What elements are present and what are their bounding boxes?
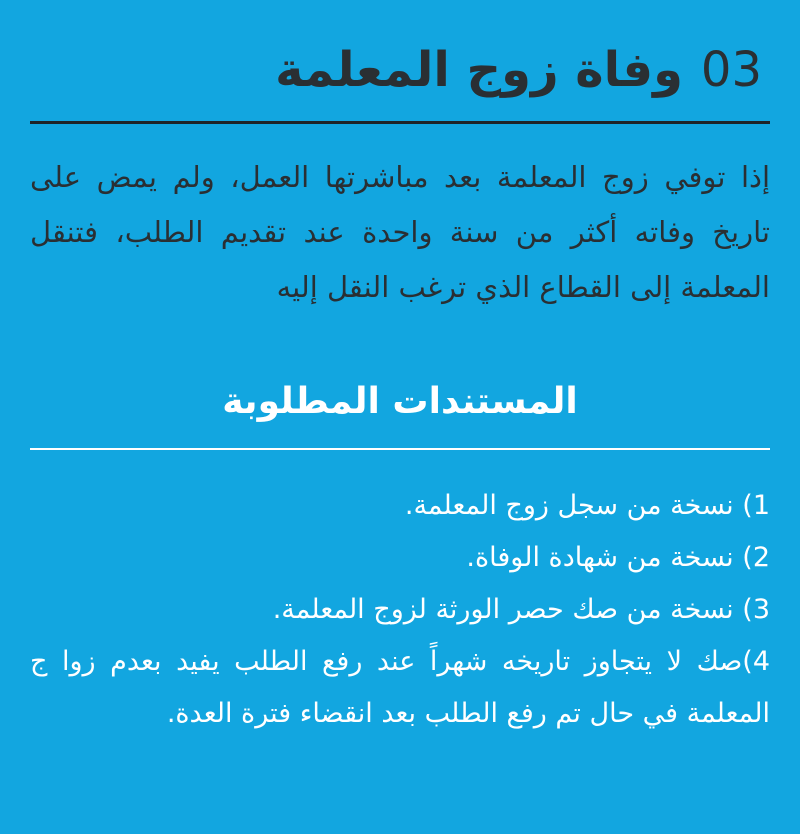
document-item-1: 1) نسخة من سجل زوج المعلمة. — [404, 490, 770, 521]
title-divider — [30, 121, 770, 124]
section-title-text: وفاة زوج المعلمة — [275, 42, 683, 98]
section-number: 03 — [700, 42, 762, 98]
documents-divider — [30, 448, 770, 450]
page-title — [38, 30, 762, 110]
document-item-2: 2) نسخة من شهادة الوفاة. — [466, 542, 770, 573]
document-item-4: 4)صك لا يتجاوز تاريخه شهراً عند رفع الطلب يفيد بعدم زوا ج المعلمة في حال تم رفع الطلب بعد انقضاء فترة العدة. — [30, 646, 770, 729]
document-item-3: 3) نسخة من صك حصر الورثة لزوج المعلمة. — [272, 594, 770, 625]
documents-list — [30, 480, 770, 740]
required-documents-heading: المستندات المطلوبة — [222, 381, 578, 422]
intro-paragraph: إذا توفي زوج المعلمة بعد مباشرتها العمل، ولم يمض على تاريخ وفاته أكثر من سنة واحدة عند تقديم الطلب، فتنقل المعلمة إلى القطاع الذي ترغب النقل إليه — [30, 160, 770, 304]
